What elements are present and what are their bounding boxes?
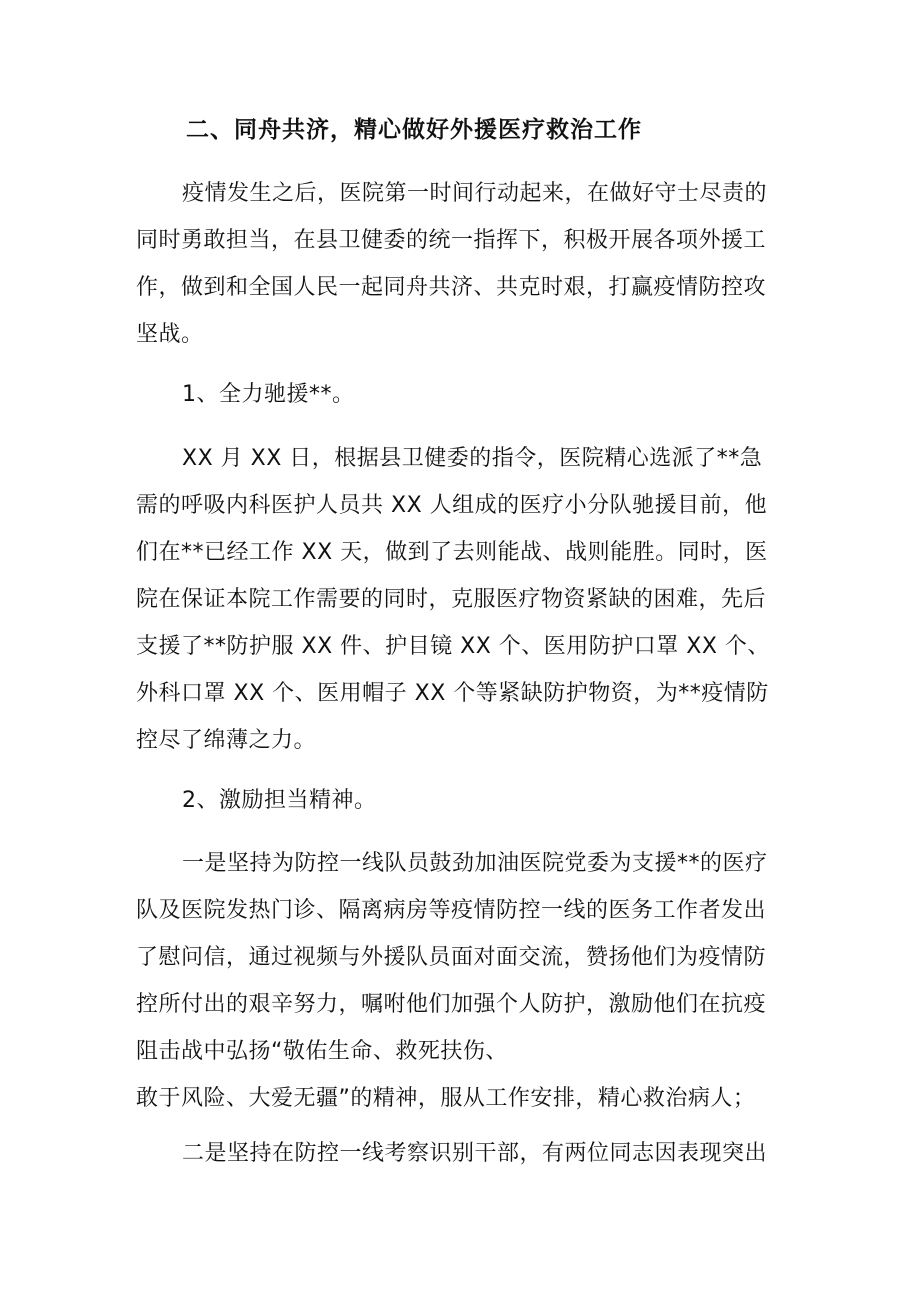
subheading-support: 1、全力驰援**。 (182, 382, 355, 407)
paragraph-line: 控所付出的艰辛努力，嘱咐他们加强个人防护，激励他们在抗疫 (136, 992, 767, 1017)
paragraph-motivation (136, 840, 788, 1122)
paragraph-intro (136, 170, 788, 358)
paragraph-line: 二是坚持在防控一线考察识别干部，有两位同志因表现突出 (182, 1141, 768, 1166)
paragraph-cadre (136, 1130, 788, 1177)
paragraph-line: 敢于风险、大爱无疆”的精神，服从工作安排，精心救治病人； (136, 1086, 756, 1111)
paragraph-line: 坚战。 (136, 322, 204, 347)
paragraph-line: 控尽了绵薄之力。 (136, 728, 317, 753)
paragraph-line: 需的呼吸内科医护人员共 XX 人组成的医疗小分队驰援目前，他 (136, 493, 768, 518)
paragraph-line: XX 月 XX 日，根据县卫健委的指令，医院精心选派了**急 (182, 446, 763, 471)
paragraph-line: 同时勇敢担当，在县卫健委的统一指挥下，积极开展各项外援工 (136, 228, 767, 253)
paragraph-support (136, 435, 788, 764)
paragraph-line: 们在**已经工作 XX 天，做到了去则能战、战则能胜。同时，医 (136, 540, 768, 565)
paragraph-line: 队及医院发热门诊、隔离病房等疫情防控一线的医务工作者发出 (136, 898, 767, 923)
subheading-motivation: 2、激励担当精神。 (182, 788, 377, 813)
paragraph-line: 支援了**防护服 XX 件、护目镜 XX 个、医用防护口罩 XX 个、 (136, 634, 770, 659)
paragraph-line: 了慰问信，通过视频与外援队员面对面交流，赞扬他们为疫情防 (136, 945, 767, 970)
paragraph-line: 疫情发生之后，医院第一时间行动起来，在做好守士尽责的 (182, 181, 768, 206)
paragraph-line: 作，做到和全国人民一起同舟共济、共克时艰，打赢疫情防控攻 (136, 275, 767, 300)
section-heading: 二、同舟共济，精心做好外援医疗救治工作 (186, 117, 642, 143)
paragraph-line: 外科口罩 XX 个、医用帽子 XX 个等紧缺防护物资，为**疫情防 (136, 681, 769, 706)
paragraph-line: 院在保证本院工作需要的同时，克服医疗物资紧缺的困难，先后 (136, 587, 767, 612)
paragraph-line: 阻击战中弘扬“敬佑生命、救死扶伤、 (136, 1039, 508, 1064)
paragraph-line: 一是坚持为防控一线队员鼓劲加油医院党委为支援**的医疗 (182, 851, 768, 876)
